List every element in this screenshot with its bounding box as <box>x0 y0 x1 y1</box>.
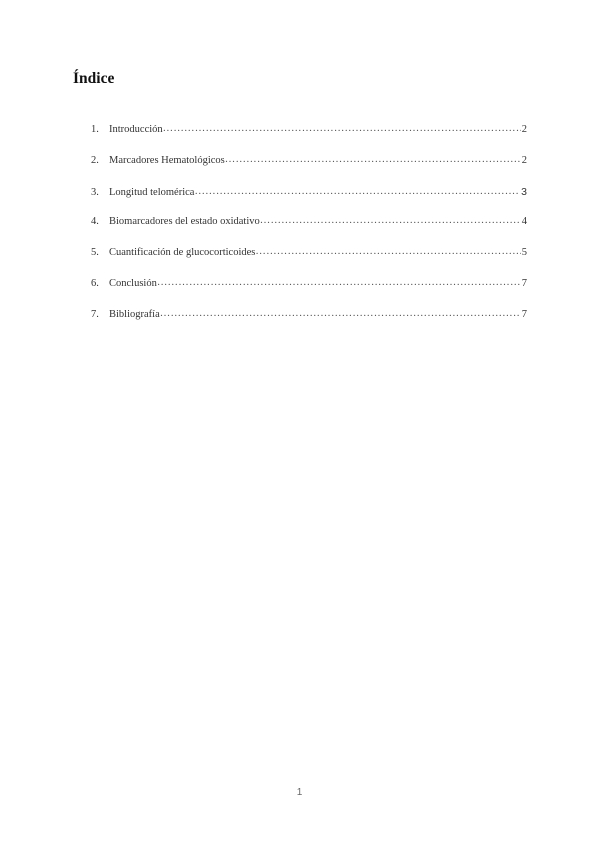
toc-entry-bibliografia[interactable] <box>91 308 527 339</box>
toc-entry-number: 6. <box>91 277 99 289</box>
toc-entry-title[interactable]: Biomarcadores del estado oxidativo <box>109 216 260 228</box>
toc-entry-number: 1. <box>91 124 99 135</box>
page-title: Índice <box>73 70 115 87</box>
toc-entry-page: 7 <box>521 308 527 320</box>
toc-entry-title[interactable]: Introducción <box>109 124 163 135</box>
toc-entry-title[interactable]: Cuantificación de glucocorticoides <box>109 247 256 259</box>
toc-entry-number: 5. <box>91 247 99 259</box>
toc-entry-marcadores-hematologicos[interactable] <box>91 154 527 185</box>
toc-entry-longitud-telomerica[interactable] <box>91 185 527 216</box>
toc-dot-leader <box>157 276 521 290</box>
toc-dot-leader <box>194 185 520 199</box>
toc-entry-page: 5 <box>521 247 527 259</box>
toc-dot-leader <box>260 214 521 228</box>
toc-entry-number: 4. <box>91 216 99 228</box>
toc-entry-page: 2 <box>521 154 527 166</box>
toc-entry-number: 2. <box>91 154 99 166</box>
toc-dot-leader <box>255 245 520 259</box>
toc-entry-number: 7. <box>91 308 99 320</box>
toc-entry-page: 2 <box>521 124 527 135</box>
toc-entry-number: 3. <box>91 186 99 198</box>
toc-entry-page: 3 <box>521 185 527 198</box>
toc-dot-leader <box>160 307 521 321</box>
table-of-contents <box>91 123 527 339</box>
page-number: 1 <box>296 787 303 798</box>
toc-entry-page: 7 <box>521 277 527 289</box>
toc-entry-glucocorticoides[interactable] <box>91 246 527 277</box>
toc-entry-title[interactable]: Conclusión <box>109 277 157 289</box>
toc-entry-title[interactable]: Longitud telomérica <box>109 186 195 198</box>
toc-entry-title[interactable]: Bibliografía <box>109 308 160 320</box>
toc-dot-leader <box>225 153 521 167</box>
toc-dot-leader <box>163 122 521 136</box>
toc-entry-title[interactable]: Marcadores Hematológicos <box>109 154 225 166</box>
toc-entry-conclusion[interactable] <box>91 277 527 308</box>
toc-entry-page: 4 <box>521 216 527 228</box>
toc-entry-biomarcadores[interactable] <box>91 215 527 246</box>
toc-entry-introduccion[interactable] <box>91 123 527 154</box>
